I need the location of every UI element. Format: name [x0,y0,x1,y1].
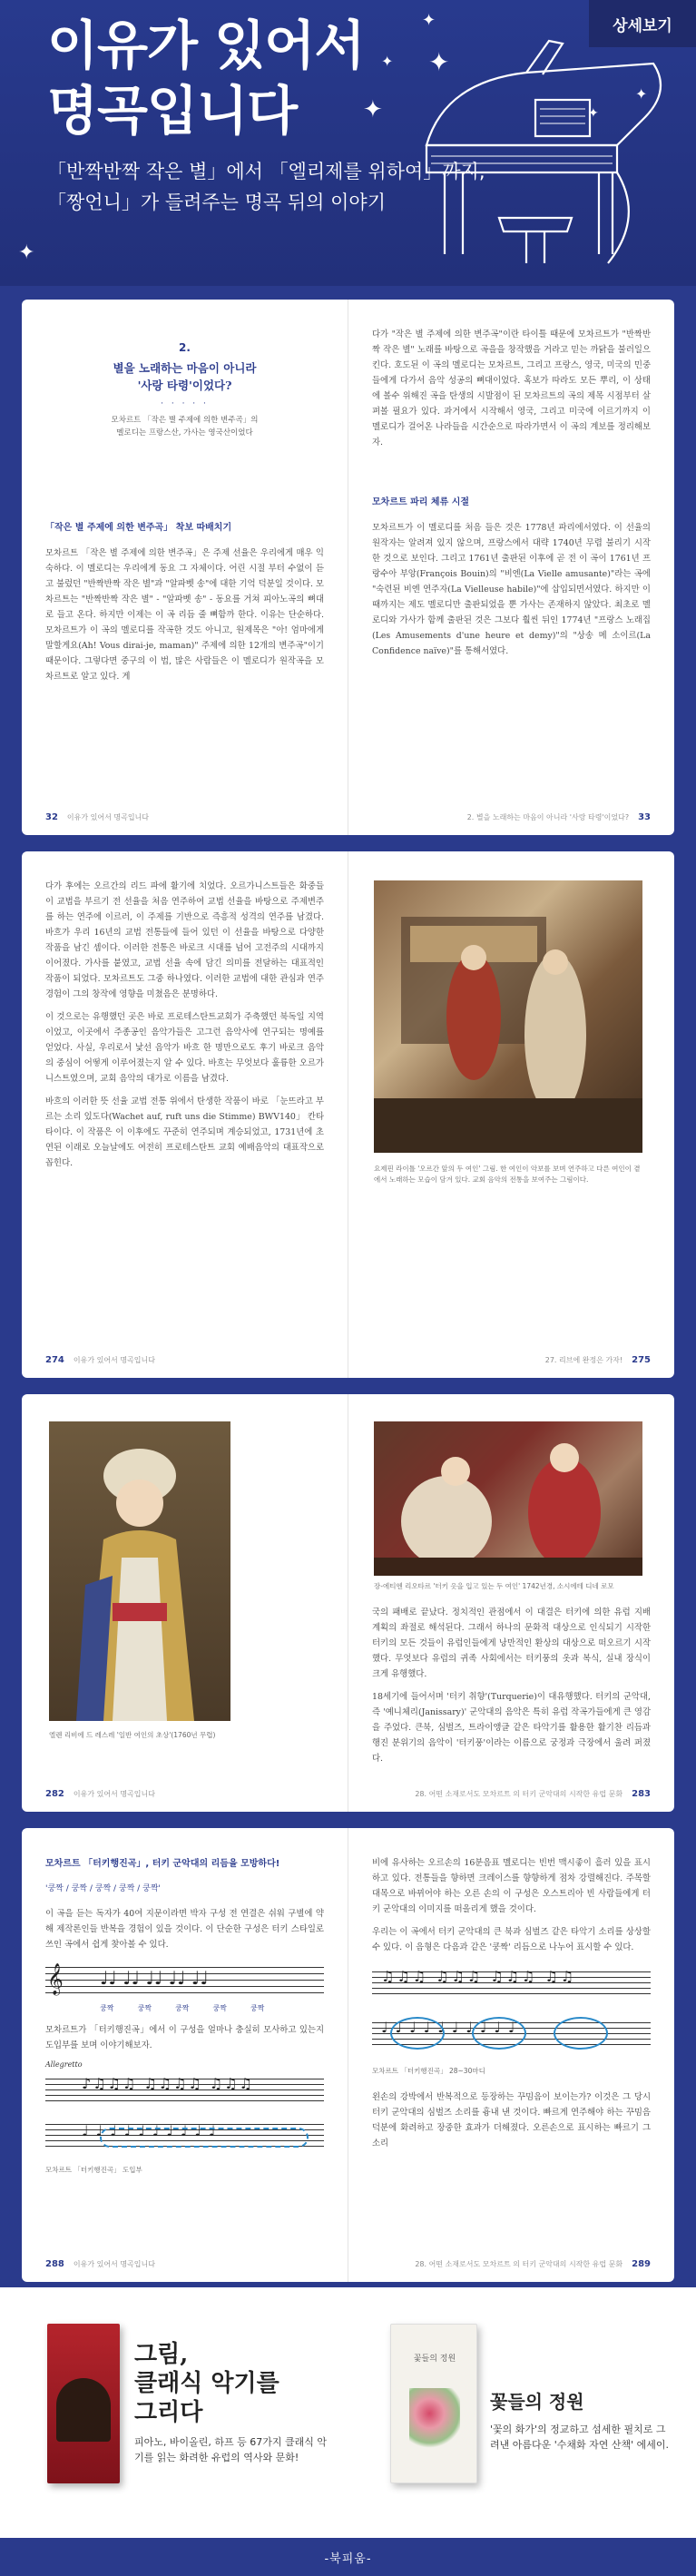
folio [467,812,651,822]
running-head: 2. 별을 노래하는 마음이 아니라 '사랑 타령'이었다? [466,813,630,821]
painting-illustration [374,1421,642,1576]
note-icon: ♩♩♩♩♩♩♩♩♩♩ [82,2122,223,2139]
page-number: 288 [45,2259,64,2269]
grand-piano-illustration [390,36,681,272]
book-title-line-3: 그리다 [134,2399,203,2426]
treble-clef-icon: 𝄞 [47,1963,64,1995]
hero-title [47,13,364,143]
folio [45,1789,155,1799]
body-text [372,327,651,450]
chapter-note [45,414,324,439]
book-title-line-2: 클래식 악기를 [134,2370,279,2397]
note-icon: ♪♫♫♫ ♫♫♫♫ ♫♫♫ [82,2075,254,2092]
folio [415,2259,651,2269]
hero-title-line-1: 이유가 있어서 [47,15,365,76]
folio [45,2259,155,2269]
paragraph: 우리는 이 곡에서 터키 군악대의 큰 북과 심벌즈 같은 타악기 소리를 상상할 수 있다. 이 음형은 다음과 같은 '쿵짝' 리듬으로 나누어 표시할 수 있다. [372,1927,651,1952]
body-text [45,2022,324,2053]
body-text [372,520,651,659]
page-283 [348,1394,674,1812]
book-title[interactable]: 꽃들의 정원 [490,2391,584,2413]
folio [45,812,149,822]
staff-line [372,1993,651,1994]
star-icon: ✦ [363,96,383,123]
staff-line [45,2095,324,2096]
star-icon: ✦ [635,85,648,103]
paragraph: 비에 유사하는 오르손의 16분음표 멜로디는 빈번 맥시좋이 흘러 있을 표시하고 있다. 전통들을 향하면 크레이스를 향향하게 점차 강렬해진다. 주목할 대목으로 바뀌어야 하는 오른 손의 이 구성은 오스트리아 빈 사람들에게 터키 군악대의 이미지를 떠올리게 했을 것이다. [372,1858,651,1914]
rhythm-labels [45,2003,324,2013]
page-number: 283 [632,1789,651,1799]
harp-icon [56,2378,111,2442]
page-32 [22,300,348,835]
body-text [45,879,324,1171]
image-caption: 모차르트 「터키행진곡」 도입부 [45,2166,142,2174]
rhythm-label: 쿵짝 [174,2004,190,2012]
book-description: 피아노, 바이올린, 하프 등 67가지 클래식 악기를 읽는 화려한 유럽의 역사와 문화! [134,2436,327,2463]
score-excerpt [45,2070,324,2161]
body-text [45,1906,324,1952]
portrait-woman-turkish-dress [49,1421,230,1721]
chapter-note-line-2: 멜로디는 프랑스산, 가사는 영국산이었다 [116,428,253,438]
publisher-footer: -북피움- [0,2538,696,2576]
paragraph: 다가 후에는 오르간의 리드 파에 활기에 치었다. 오르가니스트들은 화중들이 교법을 부르기 전 선율을 처음 연주하여 교법 선율을 바탕으로 주제변주를 하는 연주에 이르러, 이 주제를 기반으로 즉흥적 성격의 연주를 남겼다. 바흐가 우리 16년의 교법 전통들에 들어 있던 이 선율을 바탕으로 다양한 작품을 남긴 셈이다. 이러한 전통은 바로크 시대를 넘어 고전주의 시대까지 이어졌다. 가사를 붙였고, 교법 선율 속에 담긴 의미를 전달하는 대표적인 작품이 되었다. 모차르트도 그중 하나였다. 이러한 교법에 대한 관심과 연주 경험이 그의 창작에 영향을 미쳤음은 분명하다. [45,881,324,999]
detail-view-tab[interactable]: 상세보기 [589,0,696,47]
running-head: 28. 어떤 소재로서도 모차르트 의 터키 군악대의 시작한 유럽 문화 [415,2260,623,2268]
chapter-opener [45,341,324,439]
chapter-title-line-2: '사랑 타령'이었다? [137,379,232,392]
page-number: 32 [45,812,58,822]
paragraph: 18세기에 들어서며 '터키 취향'(Turquerie)이 대유행했다. 터키의 군악대, 즉 '예니체리(Janissary)' 군악대의 음악은 특히 유럽 작곡가들에게 큰 영감을 주었다. 큰북, 심벌즈, 트라이앵글 같은 타악기를 활용한 활기찬 리듬과 행진 분위기의 음악이 '터키풍'이라는 이름으로 궁정과 극장에서 울려 퍼졌다. [372,1692,651,1764]
chapter-dots: · · · · · [161,399,209,408]
note-icon: ♩♩ ♩♩ ♩♩ ♩♩ ♩♩ [100,1967,209,1989]
running-head: 이유가 있어서 명곡입니다 [73,1790,155,1798]
page-number: 282 [45,1789,64,1799]
running-head: 이유가 있어서 명곡입니다 [73,1356,155,1364]
paragraph: 국의 패배로 끝났다. 정치적인 관점에서 이 대결은 터키에 의한 유럽 지배 계획의 좌절로 해석된다. 그래서 하나의 문화적 대상으로 인식되기 시작한 터키의 모든 것들이 유럽인들에게 낭만적인 환상의 대상으로 떠오르기 시작했다. 무엇보다 유럽의 귀족 사회에서는 터키풍의 옷과 복식, 실내 장식이 크게 유행했다. [372,1608,651,1679]
page-275 [348,851,674,1378]
folio [545,1355,651,1365]
page-282 [22,1394,348,1812]
book-title[interactable] [134,2340,279,2427]
book-spread-1 [22,300,674,835]
portrait-illustration [49,1421,230,1721]
staff-line [45,2100,324,2101]
section-heading: 모차르트 「터키행진곡」, 터키 군악대의 리듬을 모방하다! [45,1859,280,1869]
image-caption: 엘렌 리비에 드 레스레 '일반 여인의 초상'(1760년 무렵) [49,1731,216,1739]
page-number: 275 [632,1355,651,1365]
highlight-circle [472,2017,526,2050]
book-title-line-1: 그림, [134,2341,189,2368]
page-number: 274 [45,1355,64,1365]
paragraph: 모차르트 「작은 별 주제에 의한 변주곡」은 주제 선율은 우리에게 매우 익숙하다. 이 멜로디는 우리에게 동요 그 자체이다. 어린 시절 부터 수없이 듣고 불렀던 "반짝반짝 작은 별"과 "알파벳 송"에 대한 기억 덕분일 것이다. 모차르트는 "반짝반짝 작은 별" - "알파벳 송" - 동요를 거쳐 피아노곡의 뼈대로 들고 온다. 하지만 이제는 이 곡 리듬 줄 뼈함까 한다. 이유는 단순하다. 모차르트가 이 곡의 멜로디를 작곡한 것도 아니고, 원제목은 "아! 엄마에게 말할게요(Ah! Vous dirai-je, maman)" 주제에 의한 12개의 변주곡"이기 때문이다. 그렇다면 중구의 이 법, 많은 사람들은 이 멜로디가 원작곡을 모차르트로 알고 있다. 게 [45,548,324,682]
related-books [0,2287,696,2576]
chapter-note-line-1: 모차르트 「작은 별 주제에 의한 변주곡」의 [111,416,259,425]
rhythm-label: 쿵짝 [137,2004,152,2012]
image-caption: 요제핀 라이틀 '오르간 앞의 두 여인' 그림. 한 여인이 악보를 보며 연주하고 다른 여인이 곁에서 노래하는 모습이 담겨 있다. 교회 음악의 전통을 보여주는 그림이다. [374,1165,641,1184]
hero-title-line-2: 명곡입니다 [47,80,298,142]
folio [45,1355,155,1365]
folio [415,1789,651,1799]
highlight-circle [554,2017,608,2050]
score-excerpt [372,1962,651,2062]
star-icon: ✦ [588,106,599,121]
highlight-circle [390,2017,445,2050]
image-caption: 장-에티엔 리오타르 '터키 옷을 입고 있는 두 여인' 1742년경, 소시에테 디네 로모 [374,1582,614,1590]
body-text [372,2089,651,2151]
chapter-number: 2. [179,341,191,354]
painting-two-women-turkish [374,1421,642,1576]
highlight-outline [100,2128,309,2148]
star-icon: ✦ [428,47,450,77]
section-heading: 모차르트 파리 체류 시절 [372,497,470,507]
paragraph: 모차르트가 「터키행진곡」에서 이 구성을 얼마나 충실히 모사하고 있는지 도입부를 보며 이야기해보자. [45,2025,324,2050]
book-spread-2 [22,851,674,1378]
paragraph: 바흐의 이러한 뜻 선율 교법 전통 위에서 탄생한 작품이 바로 「눈뜨라고 부르는 소리 있도다(Wachet auf, ruft uns die Stimme) BWV140」 칸타타이다. 이 작품은 이 이후에도 꾸준히 연주되며 계승되었고, 1731년에 초연된 이래로 오늘날에도 여전히 프로테스탄트 교회 예배음악의 대표작으로 꼽힌다. [45,1096,324,1168]
hero-subtitle-line-1: 「반짝반짝 작은 별」에서 「엘리제를 위하여」까지, [47,161,485,182]
running-head: 이유가 있어서 명곡입니다 [73,2260,155,2268]
page-288 [22,1828,348,2282]
page-33 [348,300,674,835]
painting-organ-women [374,880,642,1153]
flower-icon [409,2388,460,2452]
staff-line [372,1988,651,1989]
painting-illustration [374,880,642,1153]
image-caption: 모차르트 「터키행진곡」 28~30마디 [372,2067,485,2075]
paragraph: 이 것으로는 유행했던 곳은 바로 프로테스탄트교회가 주축했던 북독일 지역이었고, 이곳에서 주종공인 음악가들은 고그런 음악사에 연구되는 명예를 얻었다. 사실, 우리로서 낯선 음악가 바흐 한 명만으로도 후기 바로크 음악의 중심이 어떻게 이루어졌는지 알 수 있다. 바흐는 무엇보다 훌륭한 오르가니스트였으며, 교회 음악의 대가로 이름을 남겼다. [45,1012,324,1084]
tempo-mark: Allegretto [45,2060,83,2069]
rhythm-line: '쿵짝 / 쿵짝 / 쿵짝 / 쿵짝 / 쿵짝' [45,1884,161,1893]
paragraph: 다가 "작은 별 주제에 의한 변주곡"이란 타이틀 때문에 모차르트가 "반짝반짝 작은 별" 노래를 바탕으로 곡을을 창작했을 거라고 믿는 까닭을 불러일으킨다. 호도된 이 곡의 멜로디는 모차르트, 그리고 프랑스, 영국, 미국의 민중들에게 다가서 음악 성공의 뼈대이었다. 혹보가 따라도 모든 뿌리, 이 상태에 볼수 위해진 곡을 탄생의 시발점이 된 모차르트의 곡의 제목 시점부터 살펴볼 필요가 있다. 과거에서 시작해서 영국, 그리고 미국에 이르기까지 이 멜로디가 걸어온 나라들을 시간순으로 따라가면서 이 곡의 계보를 정리해보자. [372,329,651,447]
star-icon: ✦ [422,11,436,30]
rhythm-label: 쿵짝 [212,2004,227,2012]
rhythm-label: 쿵짝 [250,2004,265,2012]
star-icon: ✦ [381,53,394,70]
book-description: '꽃의 화가'의 정교하고 섬세한 필치로 그려낸 아름다운 '수채화 자연 산책' 에세이. [490,2424,670,2451]
book-spread-4 [22,1828,674,2282]
paragraph: 이 곡을 듣는 독자가 40여 지문이라면 박자 구성 전 연결은 쉬워 구별에 약해 제작론인들 반복을 경험이 있을 것이다. 이 단순한 구성은 터키 스타일로 쓰인 곡에서 쉽게 찾아볼 수 있다. [45,1909,324,1950]
paragraph: 왼손의 강박에서 반복적으로 등장하는 꾸밈음이 보이는가? 이것은 그 당시 터키 군악대의 심벌즈 소리를 흉내 낸 것이다. 빠르게 연주해야 하는 꾸밈음 덕분에 화려하고 장중한 효과가 더해졌다. 오른손으로 표시하는 빠르기 그 소리 [372,2092,651,2148]
hero-subtitle-line-2: 「짱언니」가 들려주는 명곡 뒤의 이야기 [47,192,386,213]
note-icon: ♫♫♫ ♫♫♫ ♫♫♫ ♫♫ [381,1968,577,1985]
star-icon: ✦ [18,241,35,264]
running-head: 이유가 있어서 명곡입니다 [66,813,150,821]
book-cover-flowers[interactable] [390,2324,477,2483]
chapter-title [45,359,324,394]
cover-title: 꽃들의 정원 [413,2355,456,2364]
staff-line [45,1992,324,1993]
page-274 [22,851,348,1378]
paragraph: 모차르트가 이 멜로디를 처음 들은 것은 1778년 파리에서였다. 이 선율의 원작자는 알려져 있지 않으며, 프랑스에서 대략 1740년 무렵 불리기 시작한 것으로 보인다. 그리고 1761년 출판된 이후에 곧 전 이 곡이 1761년 프랑수아 부앙(François Bouin)의 "비엔(La Vielle amusante)"라는 곡에 "숙련된 비엔 연주자(La Vielleuse habile)"에 삽입되면서였다. 하지만 이때까지는 제도 멜로디만 출판되었을 뿐 가사는 존재하지 않았다. 최초로 멜로디와 가사가 함께 출판된 것은 그보다 훨씬 뒤인 1774년 "프랑스 노래집(Les Amusements d'une heure et demy)"의 "상송 메 소이르(La Confidence naïve)"를 통해서였다. [372,523,651,656]
chapter-title-line-1: 별을 노래하는 마음이 아니라 [113,361,257,375]
body-text [45,546,324,684]
body-text [372,1855,651,1955]
running-head: 28. 어떤 소재로서도 모차르트 의 터키 군악대의 시작한 유럽 문화 [415,1790,623,1798]
page-number: 289 [632,2259,651,2269]
section-heading: 「작은 별 주제에 의한 변주곡」 착보 따배치기 [45,523,232,533]
body-text [372,1605,651,1774]
page-289 [348,1828,674,2282]
note-icon: ♩♩♩♩♩♩♩♩♩♩ [381,2019,523,2036]
rhythm-label: 쿵짝 [100,2004,114,2012]
rhythm-staff [45,1960,324,2000]
book-spread-3 [22,1394,674,1812]
page-number: 33 [638,812,651,822]
hero-banner [0,0,696,286]
running-head: 27. 리브에 완정은 가자! [544,1356,623,1364]
book-cover-instruments[interactable] [47,2324,120,2483]
